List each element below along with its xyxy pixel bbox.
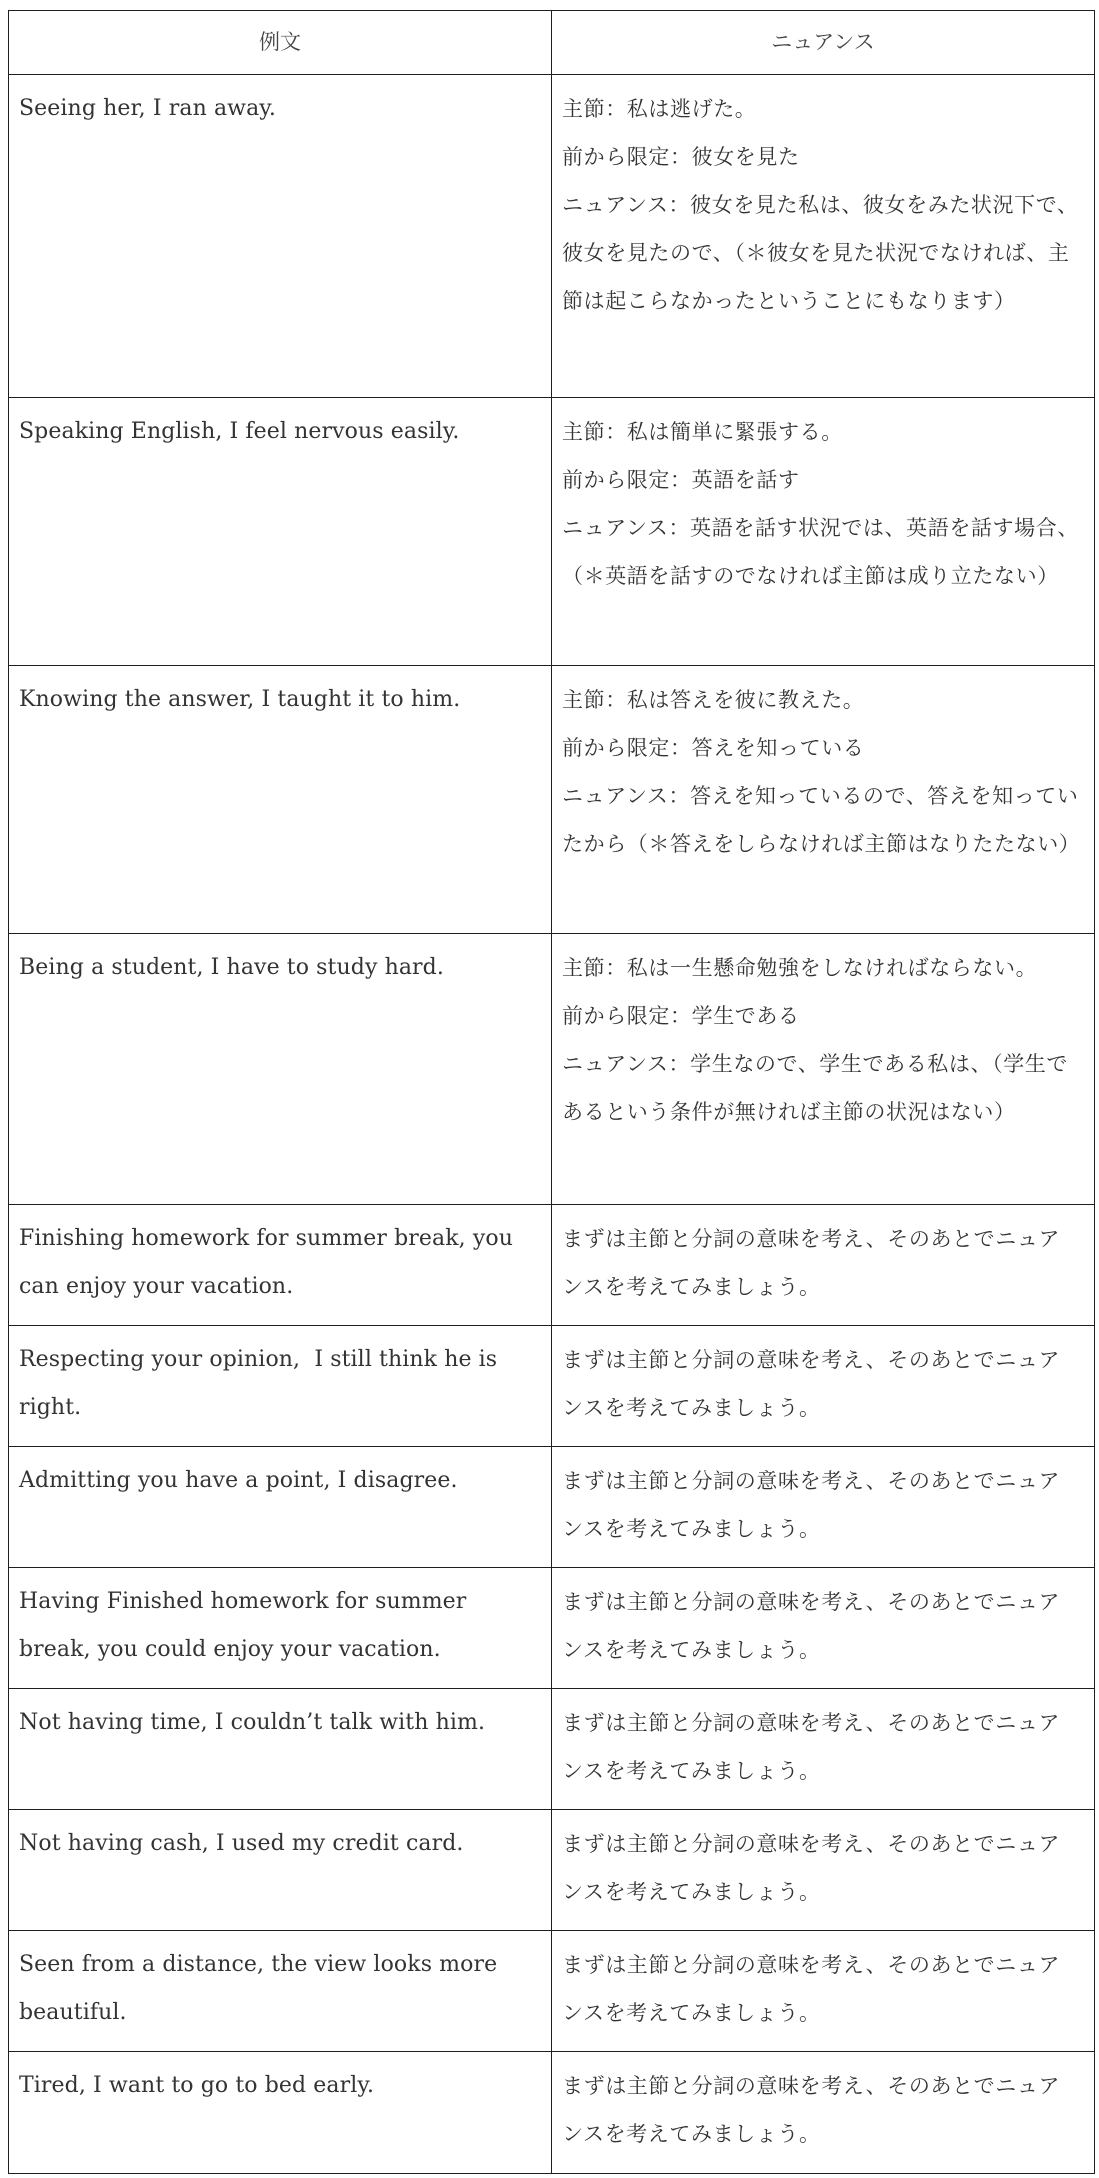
nuance-text: ニュアンス：彼女を見た私は、彼女をみた状況下で、彼女を見たので、（＊彼女を見た状況でなければ、主節は起こらなかったということにもなります） bbox=[562, 193, 1079, 313]
nuance-instruction: まずは主節と分詞の意味を考え、そのあとでニュアンスを考えてみましょう。 bbox=[562, 1710, 1061, 1783]
example-cell bbox=[9, 666, 552, 934]
example-sentence: Not having cash, I used my credit card. bbox=[19, 1830, 464, 1856]
example-cell bbox=[9, 1446, 552, 1567]
example-cell bbox=[9, 1325, 552, 1446]
participle-nuance-table bbox=[8, 10, 1095, 2174]
example-sentence: Not having time, I couldn’t talk with him. bbox=[19, 1709, 486, 1735]
example-cell bbox=[9, 2051, 552, 2173]
nuance-cell bbox=[552, 1204, 1095, 1325]
table-row bbox=[9, 934, 1095, 1204]
example-cell bbox=[9, 1688, 552, 1809]
nuance-text: ニュアンス：英語を話す状況では、英語を話す場合、（＊英語を話すのでなければ主節は成り立たない） bbox=[562, 516, 1079, 589]
nuance-instruction: まずは主節と分詞の意味を考え、そのあとでニュアンスを考えてみましょう。 bbox=[562, 2073, 1061, 2146]
nuance-cell bbox=[552, 1688, 1095, 1809]
header-example: 例文 bbox=[9, 11, 552, 75]
main-clause-text: 主節：私は簡単に緊張する。 bbox=[562, 420, 843, 445]
restriction-text: 前から限定：英語を話す bbox=[562, 468, 800, 493]
example-sentence: Speaking English, I feel nervous easily. bbox=[19, 419, 460, 445]
table-row bbox=[9, 666, 1095, 934]
example-cell bbox=[9, 1809, 552, 1930]
example-sentence: Tired, I want to go to bed early. bbox=[19, 2072, 375, 2098]
example-sentence: Seen from a distance, the view looks more beautiful. bbox=[19, 1951, 498, 2025]
table-header-row bbox=[9, 11, 1095, 75]
table-row bbox=[9, 1446, 1095, 1567]
example-sentence: Knowing the answer, I taught it to him. bbox=[19, 687, 461, 713]
example-cell bbox=[9, 1204, 552, 1325]
nuance-instruction: まずは主節と分詞の意味を考え、そのあとでニュアンスを考えてみましょう。 bbox=[562, 1589, 1061, 1662]
restriction-text: 前から限定：学生である bbox=[562, 1004, 800, 1029]
nuance-cell bbox=[552, 2051, 1095, 2173]
header-nuance: ニュアンス bbox=[552, 11, 1095, 75]
nuance-cell bbox=[552, 1325, 1095, 1446]
example-sentence: Finishing homework for summer break, you can enjoy your vacation. bbox=[19, 1225, 513, 1299]
nuance-cell bbox=[552, 398, 1095, 666]
nuance-text: ニュアンス：答えを知っているので、答えを知っていたから（＊答えをしらなければ主節はなりたたない） bbox=[562, 784, 1081, 857]
nuance-cell bbox=[552, 934, 1095, 1204]
table-row bbox=[9, 1325, 1095, 1446]
nuance-instruction: まずは主節と分詞の意味を考え、そのあとでニュアンスを考えてみましょう。 bbox=[562, 1831, 1061, 1904]
main-clause-text: 主節：私は逃げた。 bbox=[562, 97, 757, 121]
restriction-text: 前から限定：彼女を見た bbox=[562, 145, 800, 169]
example-cell bbox=[9, 934, 552, 1204]
nuance-cell bbox=[552, 1930, 1095, 2051]
nuance-cell bbox=[552, 666, 1095, 934]
example-sentence: Being a student, I have to study hard. bbox=[19, 955, 444, 981]
example-sentence: Respecting your opinion, I still think he is right. bbox=[19, 1346, 505, 1420]
nuance-instruction: まずは主節と分詞の意味を考え、そのあとでニュアンスを考えてみましょう。 bbox=[562, 1952, 1061, 2025]
nuance-cell bbox=[552, 1446, 1095, 1567]
nuance-cell bbox=[552, 1809, 1095, 1930]
table-row bbox=[9, 75, 1095, 398]
nuance-cell bbox=[552, 75, 1095, 398]
example-cell bbox=[9, 75, 552, 398]
nuance-instruction: まずは主節と分詞の意味を考え、そのあとでニュアンスを考えてみましょう。 bbox=[562, 1347, 1061, 1420]
nuance-cell bbox=[552, 1567, 1095, 1688]
table-row bbox=[9, 1809, 1095, 1930]
table-row bbox=[9, 1930, 1095, 2051]
example-sentence: Having Finished homework for summer break, you could enjoy your vacation. bbox=[19, 1588, 467, 1662]
nuance-instruction: まずは主節と分詞の意味を考え、そのあとでニュアンスを考えてみましょう。 bbox=[562, 1226, 1061, 1299]
example-cell bbox=[9, 1567, 552, 1688]
example-sentence: Seeing her, I ran away. bbox=[19, 96, 277, 121]
table-row bbox=[9, 2051, 1095, 2173]
table-row bbox=[9, 1688, 1095, 1809]
table-row bbox=[9, 1567, 1095, 1688]
nuance-text: ニュアンス：学生なので、学生である私は、（学生であるという条件が無ければ主節の状況はない） bbox=[562, 1052, 1069, 1125]
table-row bbox=[9, 398, 1095, 666]
nuance-instruction: まずは主節と分詞の意味を考え、そのあとでニュアンスを考えてみましょう。 bbox=[562, 1468, 1061, 1541]
example-cell bbox=[9, 398, 552, 666]
example-sentence: Admitting you have a point, I disagree. bbox=[19, 1467, 458, 1493]
example-cell bbox=[9, 1930, 552, 2051]
main-clause-text: 主節：私は答えを彼に教えた。 bbox=[562, 688, 865, 713]
main-clause-text: 主節：私は一生懸命勉強をしなければならない。 bbox=[562, 956, 1038, 981]
table-row bbox=[9, 1204, 1095, 1325]
restriction-text: 前から限定：答えを知っている bbox=[562, 736, 865, 761]
